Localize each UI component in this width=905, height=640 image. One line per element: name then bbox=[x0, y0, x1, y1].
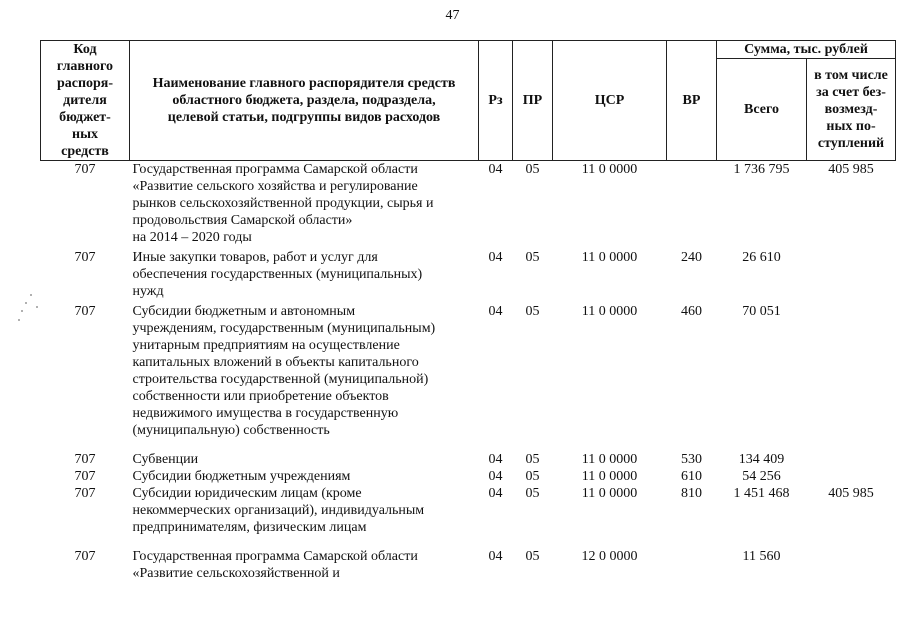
cell-incl bbox=[807, 548, 896, 582]
cell-incl bbox=[807, 468, 896, 485]
cell-name: Субсидии юридическим лицам (кроме некоммерческих организаций), индивидуальным предпринимателям, физическим лицам bbox=[132, 486, 425, 535]
cell-name: Государственная программа Самарской области «Развитие сельского хозяйства и регулирование рынков сельскохозяйственной продукции, сырья и продовольствия Самарской области» на 2014 – 2020 годы bbox=[132, 162, 434, 245]
cell-code: 707 bbox=[74, 250, 96, 265]
cell-code: 707 bbox=[74, 162, 96, 177]
table-row bbox=[41, 468, 896, 485]
cell-code: 707 bbox=[74, 304, 96, 319]
table-header bbox=[41, 41, 896, 161]
cell-name: Государственная программа Самарской области «Развитие сельскохозяйственной и bbox=[132, 549, 418, 581]
cell-csr: 11 0 0000 bbox=[581, 486, 638, 501]
cell-name: Субсидии бюджетным и автономным учреждениям, государственным (муниципальным) унитарным предприятиям на осуществление капитальных вложений в объекты капитального строительства государственной (муниципальной) собственности или приобретение объектов недвижимого имущества в государственную (муниципальную) собственность bbox=[132, 304, 436, 438]
cell-vr: 610 bbox=[681, 469, 702, 484]
cell-pr: 05 bbox=[525, 486, 540, 501]
cell-rz: 04 bbox=[488, 452, 503, 467]
cell-rz: 04 bbox=[488, 486, 503, 501]
table-row bbox=[41, 485, 896, 548]
cell-csr: 11 0 0000 bbox=[581, 250, 638, 265]
cell-code: 707 bbox=[74, 469, 96, 484]
header-code: Код главного распоря- дителя бюджет- ных средств bbox=[41, 41, 130, 161]
table-body bbox=[41, 161, 896, 583]
cell-vr: 810 bbox=[681, 486, 702, 501]
cell-name: Субсидии бюджетным учреждениям bbox=[132, 469, 351, 484]
cell-vr bbox=[667, 161, 717, 250]
cell-pr: 05 bbox=[525, 549, 540, 564]
cell-pr: 05 bbox=[525, 250, 540, 265]
header-vr: ВР bbox=[667, 41, 717, 161]
cell-incl bbox=[807, 303, 896, 451]
cell-vr bbox=[667, 548, 717, 582]
header-name: Наименование главного распорядителя средств областного бюджета, раздела, подраздела, целевой статьи, подгруппы видов расходов bbox=[130, 41, 479, 161]
cell-incl: 405 985 bbox=[828, 486, 874, 501]
cell-code: 707 bbox=[74, 486, 96, 501]
cell-total: 54 256 bbox=[742, 469, 781, 484]
cell-rz: 04 bbox=[488, 549, 503, 564]
cell-pr: 05 bbox=[525, 452, 540, 467]
cell-csr: 12 0 0000 bbox=[581, 549, 638, 564]
cell-total: 1 736 795 bbox=[733, 162, 790, 177]
table-row bbox=[41, 249, 896, 303]
cell-rz: 04 bbox=[488, 469, 503, 484]
page-number: 47 bbox=[445, 8, 460, 23]
header-sum: Сумма, тыс. рублей bbox=[717, 41, 896, 59]
cell-incl: 405 985 bbox=[828, 162, 874, 177]
cell-pr: 05 bbox=[525, 162, 540, 177]
cell-csr: 11 0 0000 bbox=[581, 304, 638, 319]
cell-total: 26 610 bbox=[742, 250, 781, 265]
cell-code: 707 bbox=[74, 549, 96, 564]
cell-vr: 460 bbox=[681, 304, 702, 319]
cell-vr: 240 bbox=[681, 250, 702, 265]
header-csr: ЦСР bbox=[553, 41, 667, 161]
table-row bbox=[41, 161, 896, 250]
cell-pr: 05 bbox=[525, 304, 540, 319]
table-row bbox=[41, 451, 896, 468]
header-pr: ПР bbox=[513, 41, 553, 161]
cell-total: 70 051 bbox=[742, 304, 781, 319]
cell-incl bbox=[807, 451, 896, 468]
cell-name: Иные закупки товаров, работ и услуг для обеспечения государственных (муниципальных) нужд bbox=[132, 250, 423, 299]
cell-rz: 04 bbox=[488, 162, 503, 177]
cell-code: 707 bbox=[74, 452, 96, 467]
cell-name: Субвенции bbox=[132, 452, 199, 467]
header-incl: в том числе за счет без- возмезд- ных по- ступлений bbox=[807, 59, 896, 161]
cell-rz: 04 bbox=[488, 304, 503, 319]
cell-total: 1 451 468 bbox=[733, 486, 790, 501]
cell-csr: 11 0 0000 bbox=[581, 469, 638, 484]
cell-total: 134 409 bbox=[738, 452, 785, 467]
header-rz: Рз bbox=[479, 41, 513, 161]
cell-incl bbox=[807, 249, 896, 303]
cell-vr: 530 bbox=[681, 452, 702, 467]
cell-csr: 11 0 0000 bbox=[581, 162, 638, 177]
table-row bbox=[41, 548, 896, 582]
cell-pr: 05 bbox=[525, 469, 540, 484]
budget-table bbox=[40, 40, 896, 582]
cell-rz: 04 bbox=[488, 250, 503, 265]
cell-csr: 11 0 0000 bbox=[581, 452, 638, 467]
table-row bbox=[41, 303, 896, 451]
header-total: Всего bbox=[717, 59, 807, 161]
cell-total: 11 560 bbox=[742, 549, 781, 564]
